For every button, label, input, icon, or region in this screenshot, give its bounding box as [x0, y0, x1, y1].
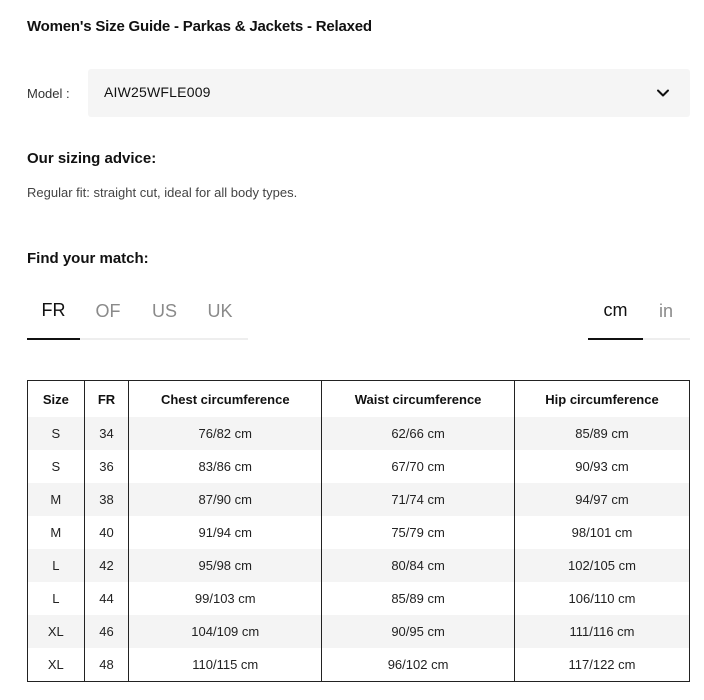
table-row [28, 450, 690, 483]
tab-us[interactable]: US [151, 301, 177, 321]
cell-size: XL [28, 648, 85, 682]
cell-fr: 46 [84, 615, 129, 648]
cell-size: S [28, 417, 85, 450]
cell-chest: 83/86 cm [129, 450, 322, 483]
cell-fr: 36 [84, 450, 129, 483]
header-waist: Waist circumference [322, 381, 515, 418]
header-size: Size [28, 381, 85, 418]
cell-waist: 62/66 cm [322, 417, 515, 450]
cell-fr: 48 [84, 648, 129, 682]
cell-chest: 104/109 cm [129, 615, 322, 648]
cell-size: L [28, 549, 85, 582]
cell-waist: 71/74 cm [322, 483, 515, 516]
cell-fr: 42 [84, 549, 129, 582]
sizing-advice-text: Regular fit: straight cut, ideal for all body types. [27, 185, 298, 200]
page-title: Women's Size Guide - Parkas & Jackets - Relaxed [27, 18, 372, 35]
cell-hip: 85/89 cm [514, 417, 689, 450]
tab-in[interactable]: in [658, 301, 673, 321]
table-row [28, 648, 690, 682]
cell-size: M [28, 516, 85, 549]
header-hip: Hip circumference [514, 381, 689, 418]
unit-tabs [588, 283, 690, 340]
cell-waist: 85/89 cm [322, 582, 515, 615]
table-header-row [28, 381, 690, 418]
model-select-value: AIW25WFLE009 [104, 84, 211, 100]
table-row [28, 483, 690, 516]
chevron-down-icon [656, 86, 670, 100]
cell-fr: 44 [84, 582, 129, 615]
cell-waist: 75/79 cm [322, 516, 515, 549]
tab-of[interactable]: OF [95, 301, 121, 321]
cell-hip: 117/122 cm [514, 648, 689, 682]
tab-fr[interactable]: FR [27, 283, 80, 340]
cell-fr: 40 [84, 516, 129, 549]
size-table [27, 380, 690, 682]
cell-chest: 91/94 cm [129, 516, 322, 549]
cell-waist: 67/70 cm [322, 450, 515, 483]
cell-hip: 111/116 cm [514, 615, 689, 648]
sizing-advice-heading: Our sizing advice: [27, 150, 157, 167]
table-row [28, 615, 690, 648]
cell-chest: 110/115 cm [129, 648, 322, 682]
find-match-heading: Find your match: [27, 250, 149, 267]
cell-waist: 90/95 cm [322, 615, 515, 648]
cell-size: L [28, 582, 85, 615]
table-row [28, 582, 690, 615]
cell-hip: 98/101 cm [514, 516, 689, 549]
cell-size: S [28, 450, 85, 483]
cell-size: XL [28, 615, 85, 648]
cell-hip: 106/110 cm [514, 582, 689, 615]
cell-fr: 34 [84, 417, 129, 450]
cell-chest: 99/103 cm [129, 582, 322, 615]
tab-cm[interactable]: cm [588, 283, 643, 340]
size-system-tabs [27, 283, 248, 340]
table-row [28, 549, 690, 582]
cell-chest: 95/98 cm [129, 549, 322, 582]
tab-uk[interactable]: UK [207, 301, 233, 321]
header-chest: Chest circumference [129, 381, 322, 418]
model-label: Model : [27, 86, 70, 101]
cell-hip: 90/93 cm [514, 450, 689, 483]
cell-waist: 96/102 cm [322, 648, 515, 682]
cell-chest: 87/90 cm [129, 483, 322, 516]
table-row [28, 417, 690, 450]
cell-hip: 102/105 cm [514, 549, 689, 582]
header-fr: FR [84, 381, 129, 418]
model-select[interactable] [88, 69, 690, 117]
cell-hip: 94/97 cm [514, 483, 689, 516]
cell-chest: 76/82 cm [129, 417, 322, 450]
cell-size: M [28, 483, 85, 516]
cell-fr: 38 [84, 483, 129, 516]
table-row [28, 516, 690, 549]
cell-waist: 80/84 cm [322, 549, 515, 582]
